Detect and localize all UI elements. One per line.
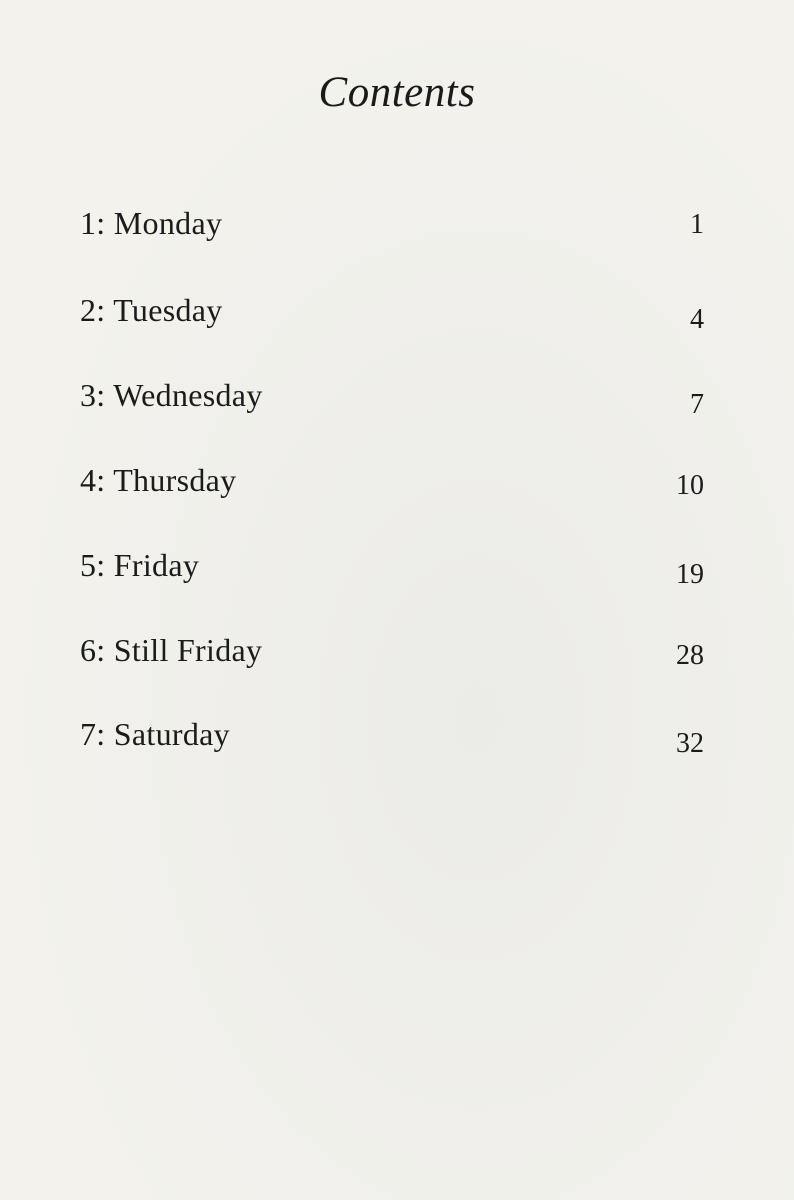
toc-entry-label: 2: Tuesday — [80, 292, 223, 328]
toc-entry-page-number: 1 — [690, 209, 704, 240]
toc-entry-page-number: 28 — [676, 640, 704, 671]
page-title: Contents — [318, 69, 476, 116]
toc-entry-monday — [80, 205, 704, 255]
toc-entry-label: 1: Monday — [80, 205, 223, 241]
toc-entry-tuesday — [80, 292, 704, 342]
toc-entry-page-number: 4 — [690, 304, 704, 335]
toc-entry-label: 5: Friday — [80, 547, 200, 583]
toc-entry-label: 7: Saturday — [80, 716, 230, 752]
toc-entry-label: 3: Wednesday — [80, 377, 263, 413]
toc-entry-thursday — [80, 462, 704, 512]
toc-entry-still-friday — [80, 632, 704, 682]
toc-entry-page-number: 32 — [676, 728, 704, 759]
toc-entry-page-number: 19 — [676, 559, 704, 590]
toc-entry-saturday — [80, 716, 704, 766]
toc-entry-wednesday — [80, 377, 704, 427]
toc-entry-label: 6: Still Friday — [80, 632, 263, 668]
toc-entry-label: 4: Thursday — [80, 462, 237, 498]
toc-entry-page-number: 10 — [676, 470, 704, 501]
toc-entry-friday — [80, 547, 704, 597]
toc-entry-page-number: 7 — [690, 389, 704, 420]
